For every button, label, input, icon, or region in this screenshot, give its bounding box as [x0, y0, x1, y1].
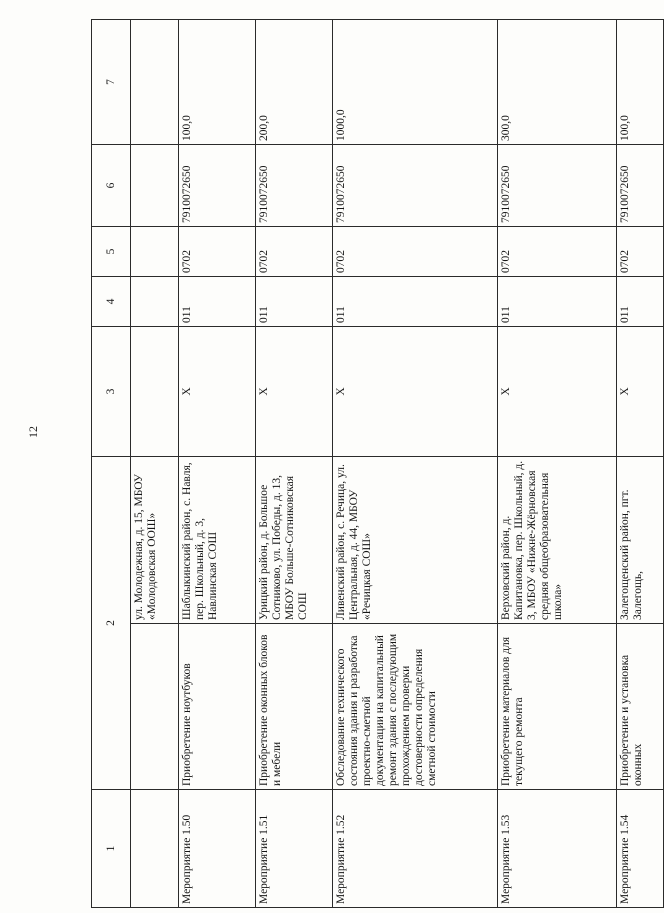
- measure-name-cell: Приобретение материалов для текущего ремонта: [498, 624, 617, 790]
- measure-cell: Мероприятие 1.53: [498, 790, 617, 908]
- table-row: [333, 20, 498, 908]
- section-code-cell: 0702: [179, 227, 256, 277]
- page-number: 12: [26, 426, 40, 438]
- address-cell: Залегощенский район, пгт. Залегощь,: [617, 457, 664, 624]
- address-cell: Ливенский район, с. Речица, ул. Центральная, д. 44, МБОУ «Речицкая СОШ»: [333, 457, 498, 624]
- section-code-cell: 0702: [256, 227, 333, 277]
- target-article-cell: 7910072650: [498, 145, 617, 227]
- header-col-6: 6: [92, 145, 131, 227]
- amount-cell: 1000,0: [333, 20, 498, 145]
- amount-cell: 300,0: [498, 20, 617, 145]
- code-cell: 011: [179, 277, 256, 327]
- header-col-5: 5: [92, 227, 131, 277]
- target-article-cell: [131, 145, 179, 227]
- header-row: [92, 20, 131, 908]
- address-cell: Верховский район, д. Капитановка, пер. Школьный, д. 3, МБОУ «Нижне-Жёрновская средняя общеобразовательная школа»: [498, 457, 617, 624]
- section-code-cell: 0702: [498, 227, 617, 277]
- table-row: [498, 20, 617, 908]
- header-col-7: 7: [92, 20, 131, 145]
- code-cell: [131, 277, 179, 327]
- table-row: [131, 20, 179, 908]
- code-cell: 011: [256, 277, 333, 327]
- x-mark-cell: Х: [333, 327, 498, 457]
- x-mark-cell: Х: [498, 327, 617, 457]
- target-article-cell: 7910072650: [256, 145, 333, 227]
- measure-name-cell: Обследование технического состояния здания и разработка проектно-сметной документации на капитальный ремонт здания с последующим прохождением проверки достоверности определения сметной стоимости: [333, 624, 498, 790]
- x-mark-cell: Х: [256, 327, 333, 457]
- section-code-cell: 0702: [333, 227, 498, 277]
- measure-name-cell: Приобретение оконных блоков и мебели: [256, 624, 333, 790]
- header-col-1: 1: [92, 790, 131, 908]
- amount-cell: 200,0: [256, 20, 333, 145]
- section-code-cell: [131, 227, 179, 277]
- measure-cell: Мероприятие 1.52: [333, 790, 498, 908]
- target-article-cell: 7910072650: [179, 145, 256, 227]
- code-cell: 011: [617, 277, 664, 327]
- address-cell: ул. Молодежная, д. 15, МБОУ «Молодовская ООШ»: [131, 457, 179, 624]
- measure-cell: Мероприятие 1.51: [256, 790, 333, 908]
- measure-name-cell: [131, 624, 179, 790]
- table-row: [179, 20, 256, 908]
- target-article-cell: 7910072650: [617, 145, 664, 227]
- address-cell: Шаблыкинский район, с. Навля, пер. Школьный, д. 3, Навлинская СОШ: [179, 457, 256, 624]
- header-col-4: 4: [92, 277, 131, 327]
- table-row: [256, 20, 333, 908]
- rotated-table-container: [91, 20, 644, 908]
- target-article-cell: 7910072650: [333, 145, 498, 227]
- address-cell: Урицкий район, д. Большое Сотниково, ул. Победы, д. 13, МБОУ Больше-Сотниковская СОШ: [256, 457, 333, 624]
- header-col-2: 2: [92, 457, 131, 790]
- amount-cell: 100,0: [617, 20, 664, 145]
- x-mark-cell: Х: [617, 327, 664, 457]
- x-mark-cell: Х: [179, 327, 256, 457]
- section-code-cell: 0702: [617, 227, 664, 277]
- code-cell: 011: [498, 277, 617, 327]
- amount-cell: 100,0: [179, 20, 256, 145]
- code-cell: 011: [333, 277, 498, 327]
- amount-cell: [131, 20, 179, 145]
- measure-cell: Мероприятие 1.54: [617, 790, 664, 908]
- header-col-3: 3: [92, 327, 131, 457]
- table-row: [617, 20, 664, 908]
- budget-table: [91, 19, 664, 908]
- x-mark-cell: [131, 327, 179, 457]
- measure-name-cell: Приобретение и установка оконных: [617, 624, 664, 790]
- measure-cell: [131, 790, 179, 908]
- measure-cell: Мероприятие 1.50: [179, 790, 256, 908]
- measure-name-cell: Приобретение ноутбуков: [179, 624, 256, 790]
